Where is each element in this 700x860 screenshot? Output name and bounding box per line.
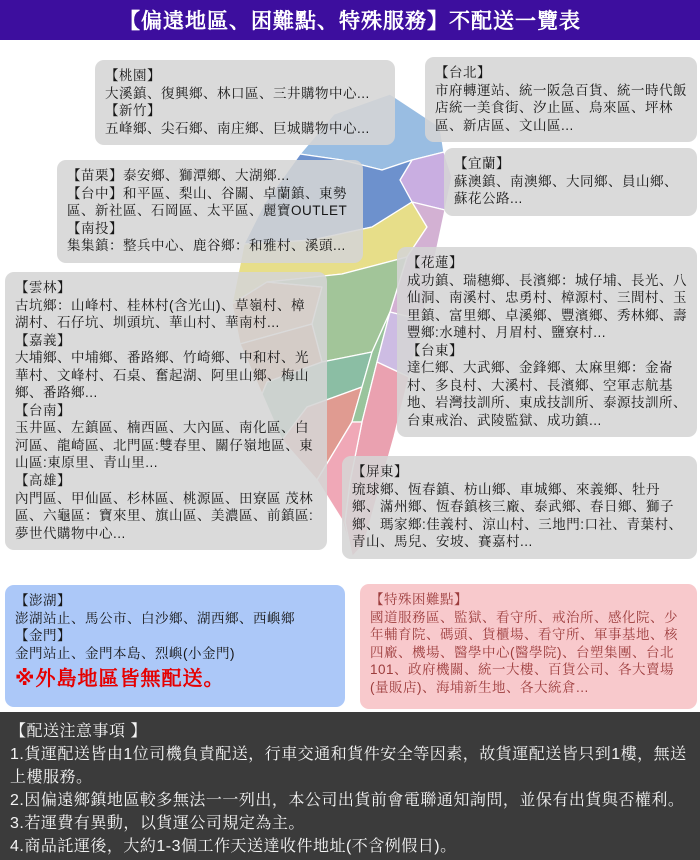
region-box-special-points [360, 584, 697, 709]
region-title-taitung: 【台東】 [407, 342, 463, 358]
region-text-kinmen: 金門站止、金門本島、烈嶼(小金門) [15, 645, 235, 661]
delivery-note-1: 1.貨運配送皆由1位司機負責配送，行車交通和貨件安全等因素，故貨運配送皆只到1樓，無送上樓服務。 [10, 746, 687, 786]
region-title-yilan: 【宜蘭】 [454, 156, 510, 171]
delivery-note-2: 2.因偏遠鄉鎮地區較多無法一一列出，本公司出貨前會電聯通知詢問，並保有出貨與否權利。 [10, 792, 685, 809]
region-title-taoyuan: 【桃園】 [105, 68, 161, 83]
region-text-miaoli: 泰安鄉、獅潭鄉、大湖鄉... [123, 168, 290, 183]
region-text-taipei: 市府轉運站、統一阪急百貨、統一時代飯店統一美食街、汐止區、烏來區、坪林區、新店區、文山區... [435, 82, 687, 133]
region-title-miaoli: 【苗栗】 [67, 168, 123, 183]
region-text-nantou: 集集鎮：整兵中心、鹿谷鄉：和雅村、溪頭... [67, 238, 346, 254]
delivery-notes-title: 【配送注意事項 】 [10, 723, 147, 740]
delivery-note-3: 3.若運費有異動，以貨運公司規定為主。 [10, 815, 305, 832]
region-text-taichung: 和平區、梨山、谷關、卓蘭鎮、東勢區、新社區、石岡區、太平區、麗寶OUTLET [67, 185, 348, 219]
region-box-yilan [444, 148, 697, 216]
region-text-kaohsiung: 內門區、甲仙區、杉林區、桃源區、田寮區 茂林區、六龜區：寶來里、旗山區、美濃區、前鎮區:夢世代購物中心... [15, 490, 314, 541]
delivery-note-4: 4.商品託運後，大約1-3個工作天送達收件地址(不含例假日)。 [10, 838, 457, 855]
region-box-hualien-taitung [397, 247, 697, 437]
region-title-hualien: 【花蓮】 [407, 255, 463, 270]
region-box-west-counties [5, 272, 327, 550]
region-title-taipei: 【台北】 [435, 65, 491, 80]
region-text-yilan: 蘇澳鎮、南澳鄉、大同鄉、員山鄉、蘇花公路... [454, 173, 678, 207]
region-box-miaoli-taichung-nantou [57, 160, 363, 263]
region-title-tainan: 【台南】 [15, 402, 71, 418]
page-title [0, 0, 700, 40]
no-delivery-warning: ※外島地區皆無配送。 [15, 668, 225, 691]
region-text-special: 國道服務區、監獄、看守所、戒治所、感化院、少年輔育院、碼頭、貨櫃場、看守所、軍事基地、核四廠、機場、醫學中心(醫學院)、台塑集團、台北101、政府機關、統一大樓、百貨公司、各大賣場(量販店)、海埔新生地、各大統倉... [370, 609, 678, 695]
region-text-hualien: 成功鎮、瑞穗鄉、長濱鄉：城仔埔、長光、八仙洞、南溪村、忠勇村、樟源村、三間村、玉里鎮、富里鄉、卓溪鄉、豐濱鄉、秀林鄉、壽豐鄉:水璉村、月眉村、鹽寮村... [407, 272, 687, 341]
region-title-kinmen: 【金門】 [15, 628, 71, 644]
region-box-taoyuan-hsinchu [95, 60, 395, 145]
region-text-taitung: 達仁鄉、大武鄉、金鋒鄉、太麻里鄉：金崙村、多良村、大溪村、長濱鄉、空軍志航基地、岩灣技訓所、東成技訓所、泰源技訓所、台東戒治、武陵監獄、成功鎮... [407, 360, 687, 428]
region-title-nantou: 【南投】 [67, 220, 123, 236]
region-title-hsinchu: 【新竹】 [105, 103, 161, 119]
region-text-yunlin: 古坑鄉：山峰村、桂林村(含光山)、草嶺村、樟湖村、石仔坑、圳頭坑、華山村、華南村... [15, 297, 305, 331]
region-title-pingtung: 【屏東】 [352, 464, 408, 479]
region-box-pingtung [342, 456, 697, 559]
region-title-chiayi: 【嘉義】 [15, 332, 71, 348]
region-text-taoyuan: 大溪鎮、復興鄉、林口區、三井購物中心... [105, 85, 370, 101]
region-text-hsinchu: 五峰鄉、尖石鄉、南庄鄉、巨城購物中心... [105, 120, 370, 136]
region-box-taipei [425, 57, 697, 142]
delivery-notes-section [0, 712, 700, 860]
page-title-text: 【偏遠地區、困難點、特殊服務】不配送一覽表 [119, 10, 581, 33]
region-title-yunlin: 【雲林】 [15, 280, 71, 295]
region-text-pingtung: 琉球鄉、恆春鎮、枋山鄉、車城鄉、來義鄉、牡丹鄉、滿州鄉、恆春鎮核三廠、泰武鄉、春日鄉、獅子鄉、瑪家鄉:佳義村、涼山村、三地門:口社、青葉村、青山、馬兒、安坡、賽嘉村... [352, 481, 683, 550]
region-title-special: 【特殊困難點】 [370, 592, 468, 607]
region-title-penghu: 【澎湖】 [15, 593, 71, 608]
region-text-penghu: 澎湖站止、馬公市、白沙鄉、湖西鄉、西嶼鄉 [15, 610, 295, 626]
region-title-taichung: 【台中】 [67, 185, 123, 201]
region-box-outer-islands [5, 585, 345, 707]
region-text-tainan: 玉井區、左鎮區、楠西區、大內區、南化區、白河區、龍崎區、北門區:雙春里、關仔嶺地區、東山區:東原里、青山里... [15, 420, 314, 471]
region-title-kaohsiung: 【高雄】 [15, 473, 71, 489]
region-text-chiayi: 大埔鄉、中埔鄉、番路鄉、竹崎鄉、中和村、光華村、文峰村、石桌、奮起湖、阿里山鄉、梅山鄉、番路鄉... [15, 350, 309, 401]
